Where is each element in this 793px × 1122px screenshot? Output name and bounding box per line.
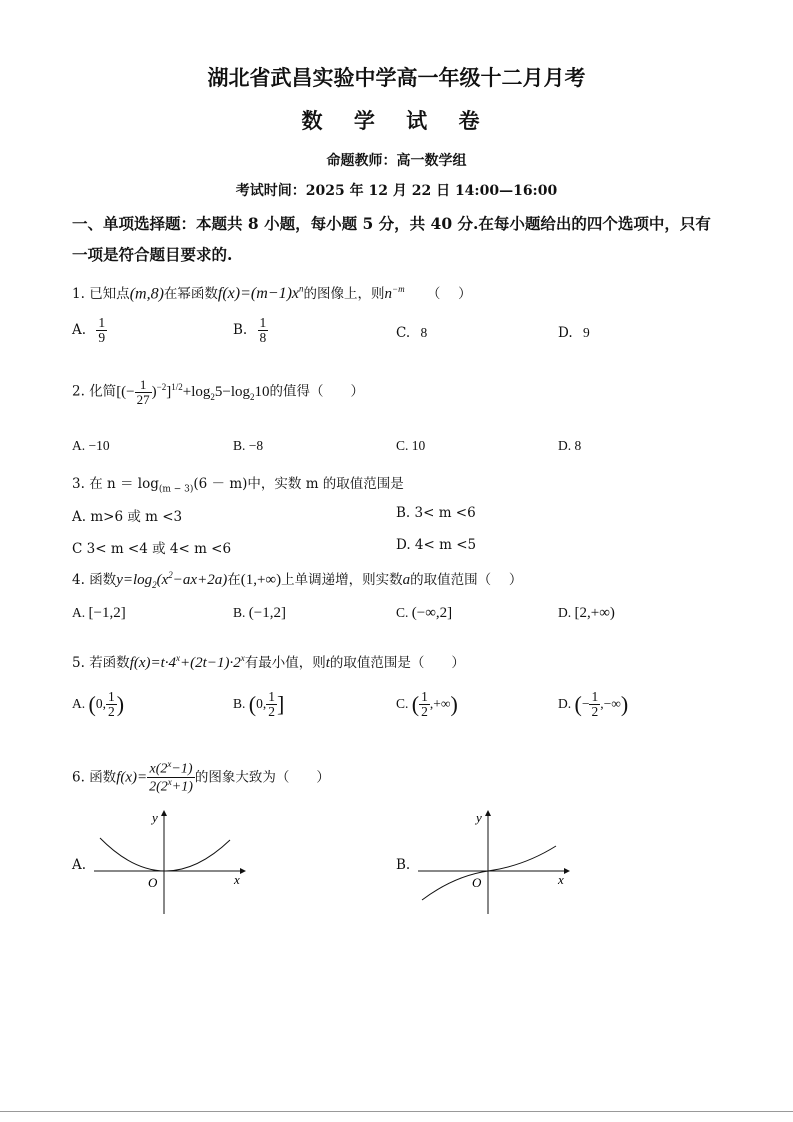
math-interval: (1,+∞) [240,572,282,588]
fraction: $\frac{1}{9}$ [98,315,106,346]
q4-option-b[interactable]: B. (−1,2] [233,605,286,621]
q6-option-b-label[interactable]: B. [396,857,411,873]
q6-option-a-graph[interactable] [90,808,250,918]
q5-option-d[interactable]: D. (− $\frac{1}{2}$ ,−∞) [558,689,629,720]
q3-option-b[interactable]: B. 3< m <6 [396,505,476,521]
origin-label: O [148,875,158,890]
question-number: 1. [72,286,85,302]
q2-option-c[interactable]: C. 10 [396,438,426,453]
question-number: 5. [72,655,85,671]
q1-option-b[interactable]: B. $\frac{1}{8}$ [233,315,267,346]
section-heading-line2: 一项是符合题目要求的. [72,245,233,264]
math-expression: [(− $\frac{1}{27}$ )$^{-2}]^{1/2}+\log_25-\log_210$ [116,377,270,407]
q4-option-a[interactable]: A. [−1,2] [72,605,126,621]
question-number: 3. [72,476,85,492]
fraction: $\frac{1}{8}$ [259,315,267,346]
fraction: $\frac{x(2^x-1)}{2(2^x+1)}$ [149,759,193,795]
axis-label-y: y [476,810,482,825]
q5-option-b[interactable]: B. (0, $\frac{1}{2}$ ] [233,689,285,720]
q1-option-c[interactable]: C. 8 [396,325,428,341]
question-3: 3. 在 $n = \log_{(m - 3)}(6 - m)$中，实数 m 的取值范围是 [72,476,404,495]
math-point: (m,8) [129,285,164,303]
y-axis-arrow [485,810,491,816]
fraction: $\frac{1}{27}$ [136,377,150,407]
q2-option-a[interactable]: A. −10 [72,438,110,453]
q3-option-d[interactable]: D. 4< m <5 [396,537,477,553]
q5-option-a[interactable]: A. (0, $\frac{1}{2}$ ) [72,689,125,720]
axis-label-x: x [234,872,240,887]
q4-option-c[interactable]: C. (−∞,2] [396,605,453,621]
q1-option-d[interactable]: D. 9 [558,325,590,341]
q6-option-a-label[interactable]: A. [72,857,87,873]
math-expression: $n^{-m}$ [384,284,405,302]
q5-option-c[interactable]: C. ( $\frac{1}{2}$ ,+∞) [396,689,458,720]
question-2: 2. 化简[(− $\frac{1}{27}$ )$^{-2}]^{1/2}+\log_25-\log_210$的值得（ ） [72,377,365,407]
axis-label-x: x [558,872,564,887]
exam-setter: 命题教师：高一数学组 [326,153,467,169]
axis-label-y: y [152,810,158,825]
x-axis-arrow [240,868,246,874]
exam-time: 考试时间：2025 年 12 月 22 日 14:00—16:00 [235,183,558,199]
q1-option-a[interactable]: A. $\frac{1}{9}$ [72,315,106,346]
math-log-function: $y=\log_2(x^2-ax+2a)$ [116,570,228,590]
x-axis-arrow [564,868,570,874]
question-4: 4. 函数$y=\log_2(x^2-ax+2a)$在(1,+∞)上单调递增，则实数a的取值范围（ ） [72,570,523,590]
fraction: $\frac{1}{2}$ [591,689,599,720]
fraction: $\frac{1}{2}$ [107,689,115,720]
question-number: 6. [72,769,85,786]
q6-option-b-graph[interactable] [414,808,574,918]
q2-option-b[interactable]: B. −8 [233,438,264,453]
exam-title: 湖北省武昌实验中学高一年级十二月月考 [207,65,586,90]
fraction: $\frac{1}{2}$ [268,689,275,720]
y-axis-arrow [161,810,167,816]
math-power-function: $f(x)=(m-1)x^n$ [217,283,304,302]
math-exponential-function: $f(x)=t\cdot 4^x+(2t-1)\cdot 2^x$ [129,653,245,671]
q2-option-d[interactable]: D. 8 [558,438,582,453]
question-number: 2. [72,383,85,400]
curve-a [100,838,230,871]
question-1: 1. 已知点(m,8)在幂函数$f(x)=(m-1)x^n$的图像上，则$n^{-m}$ （ ） [72,283,472,303]
question-number: 4. [72,572,85,588]
page-bottom-rule [0,1111,793,1112]
section-heading-line1: 一、单项选择题：本题共 8 小题，每小题 5 分，共 40 分.在每小题给出的四个选项中，只有 [72,214,711,233]
q3-option-c[interactable]: C 3< m <4 或 4< m <6 [72,541,232,557]
q4-option-d[interactable]: D. [2,+∞) [558,605,615,621]
curve-b [422,846,556,900]
question-5: 5. 若函数$f(x)=t\cdot 4^x+(2t-1)\cdot 2^x$有最小值，则t的取值范围是（ ） [72,653,465,671]
fraction: $\frac{1}{2}$ [421,689,428,720]
exam-subject: 数 学 试 卷 [301,108,492,133]
question-6: 6. 函数f(x)= $\frac{x(2^x-1)}{2(2^x+1)}$ 的图象大致为（ ） [72,759,330,795]
origin-label: O [472,875,482,890]
q3-option-a[interactable]: A. m>6 或 m <3 [72,509,183,525]
